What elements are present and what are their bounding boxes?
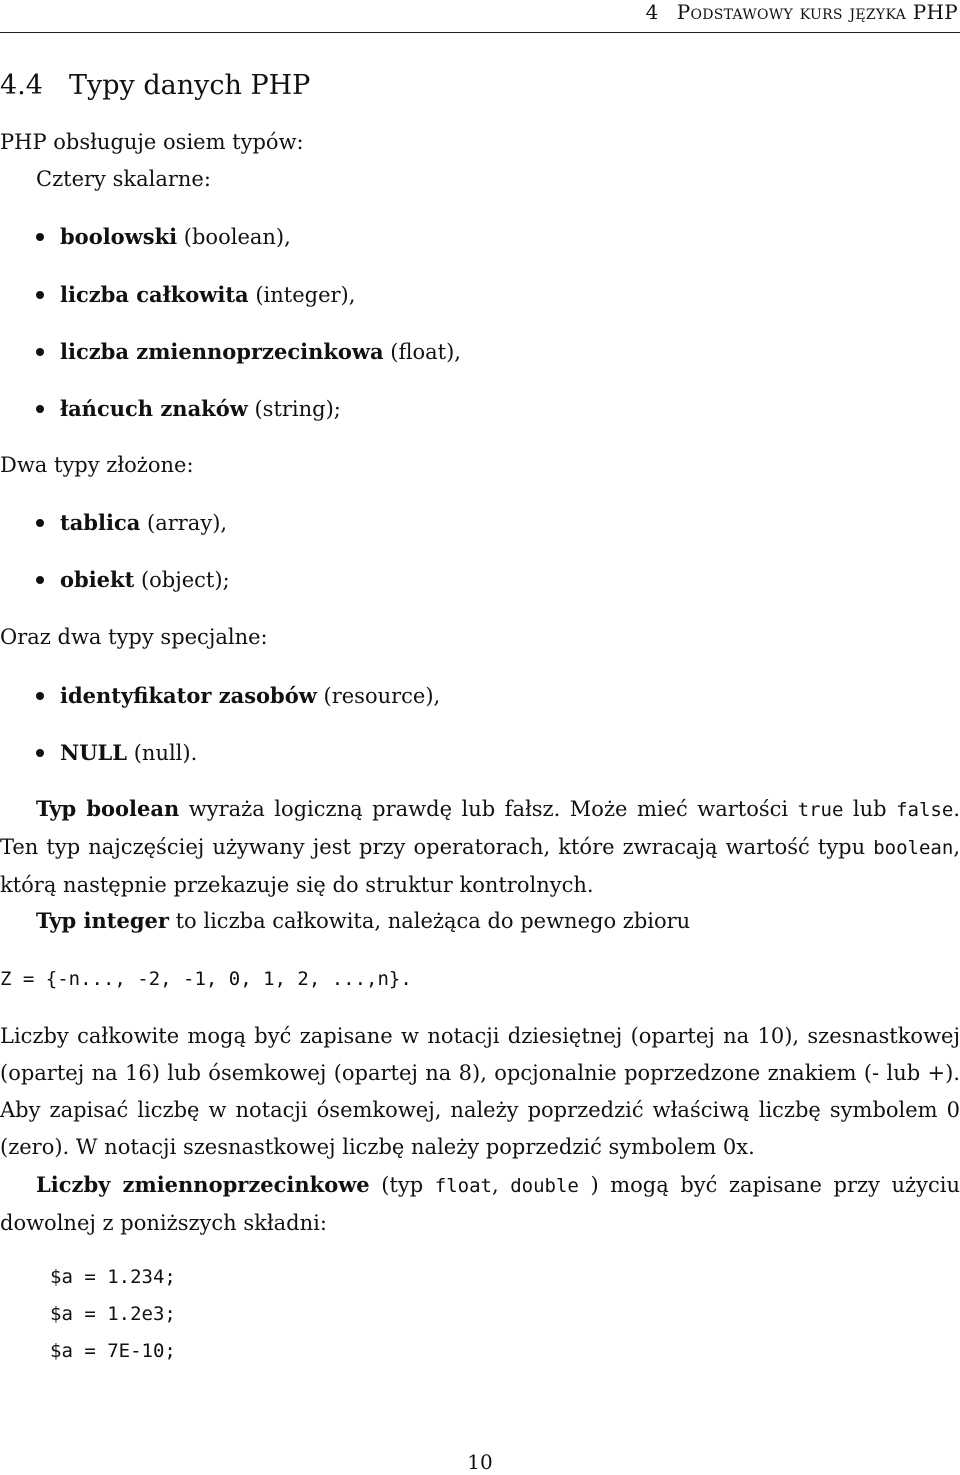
list-item <box>36 224 291 249</box>
type-name: tablica <box>60 510 141 535</box>
paragraph-text: , którą następnie przekazuje się do struktur kontrolnych. <box>0 835 960 897</box>
code-inline: float <box>434 1175 492 1197</box>
type-name: boolowski <box>60 224 178 249</box>
special-heading: Oraz dwa typy specjalne: <box>0 625 268 649</box>
paragraph-text: ) mogą być zapisane przy użyciu dowolnej z poniższych składni: <box>0 1173 960 1235</box>
code-inline: false <box>896 799 954 821</box>
type-name: liczba całkowita <box>60 282 249 307</box>
bullet-icon <box>36 233 44 241</box>
type-rest: (object); <box>134 568 230 592</box>
integer-set: Z = {-n..., -2, -1, 0, 1, 2, ...,n}. <box>0 968 412 990</box>
code-line: $a = 7E-10; <box>50 1340 176 1362</box>
integer-paragraph <box>36 908 690 933</box>
type-rest: (resource), <box>316 684 441 708</box>
paragraph-text: to liczba całkowita, należąca do pewnego zbioru <box>168 909 691 933</box>
header-rule <box>0 32 960 33</box>
bullet-icon <box>36 348 44 356</box>
compound-heading: Dwa typy złożone: <box>0 453 194 477</box>
paragraph-text: wyraża logiczną prawdę lub fałsz. Może mieć wartości <box>179 797 798 821</box>
list-item <box>36 339 461 364</box>
section-title-text: Typy danych PHP <box>68 70 311 101</box>
paragraph-text: , <box>491 1173 511 1197</box>
bold-term: Liczby zmiennoprzecinkowe <box>36 1172 370 1197</box>
paragraph-text: lub <box>843 797 897 821</box>
type-rest: (null). <box>127 741 198 765</box>
page-number: 10 <box>467 1450 493 1474</box>
bullet-icon <box>36 576 44 584</box>
section-title <box>0 70 310 101</box>
list-item <box>36 740 197 765</box>
type-name: liczba zmiennoprzecinkowa <box>60 339 384 364</box>
boolean-paragraph <box>0 790 960 904</box>
bold-term: Typ boolean <box>36 796 180 821</box>
paragraph-text: . Ten typ najczęściej używany jest przy operatorach, które zwracają wartość typu <box>0 797 960 859</box>
code-inline: double <box>510 1175 579 1197</box>
type-rest: (array), <box>140 511 228 535</box>
type-name: łańcuch znaków <box>60 396 248 421</box>
type-rest: (string); <box>247 397 341 421</box>
integer-notation-paragraph: Liczby całkowite mogą być zapisane w notacji dziesiętnej (opartej na 10), szesnastkowej (opartej na 16) lub ósemkowej (opartej na 8), opcjonalnie poprzedzone znakiem (- lub +). Aby zapisać liczbę w notacji ósemkowej, należy poprzedzić właściwą liczbę symbolem 0 (zero). W notacji szesnastkowej liczbę należy poprzedzić symbolem 0x. <box>0 1024 960 1159</box>
chapter-title: Podstawowy kurs języka PHP <box>676 0 958 24</box>
type-rest: (float), <box>383 340 461 364</box>
code-line: $a = 1.2e3; <box>50 1303 176 1325</box>
list-item <box>36 567 230 592</box>
running-header <box>646 0 958 24</box>
bold-term: Typ integer <box>36 908 169 933</box>
type-name: NULL <box>60 740 128 765</box>
list-item <box>36 510 227 535</box>
float-paragraph <box>0 1166 960 1242</box>
bullet-icon <box>36 749 44 757</box>
chapter-number: 4 <box>645 0 659 24</box>
bullet-icon <box>36 291 44 299</box>
code-line: $a = 1.234; <box>50 1266 176 1288</box>
bullet-icon <box>36 405 44 413</box>
bullet-icon <box>36 519 44 527</box>
code-inline: boolean <box>873 837 954 859</box>
type-name: obiekt <box>60 567 135 592</box>
type-name: identyfikator zasobów <box>60 683 317 708</box>
code-inline: true <box>797 799 844 821</box>
section-number: 4.4 <box>0 70 43 101</box>
list-item <box>36 396 341 421</box>
intro-line-1: PHP obsługuje osiem typów: <box>0 130 304 154</box>
type-rest: (integer), <box>248 283 356 307</box>
type-rest: (boolean), <box>177 225 291 249</box>
list-item <box>36 683 440 708</box>
bullet-icon <box>36 692 44 700</box>
paragraph-text: (typ <box>369 1173 435 1197</box>
list-item <box>36 282 355 307</box>
intro-line-2: Cztery skalarne: <box>36 167 211 191</box>
